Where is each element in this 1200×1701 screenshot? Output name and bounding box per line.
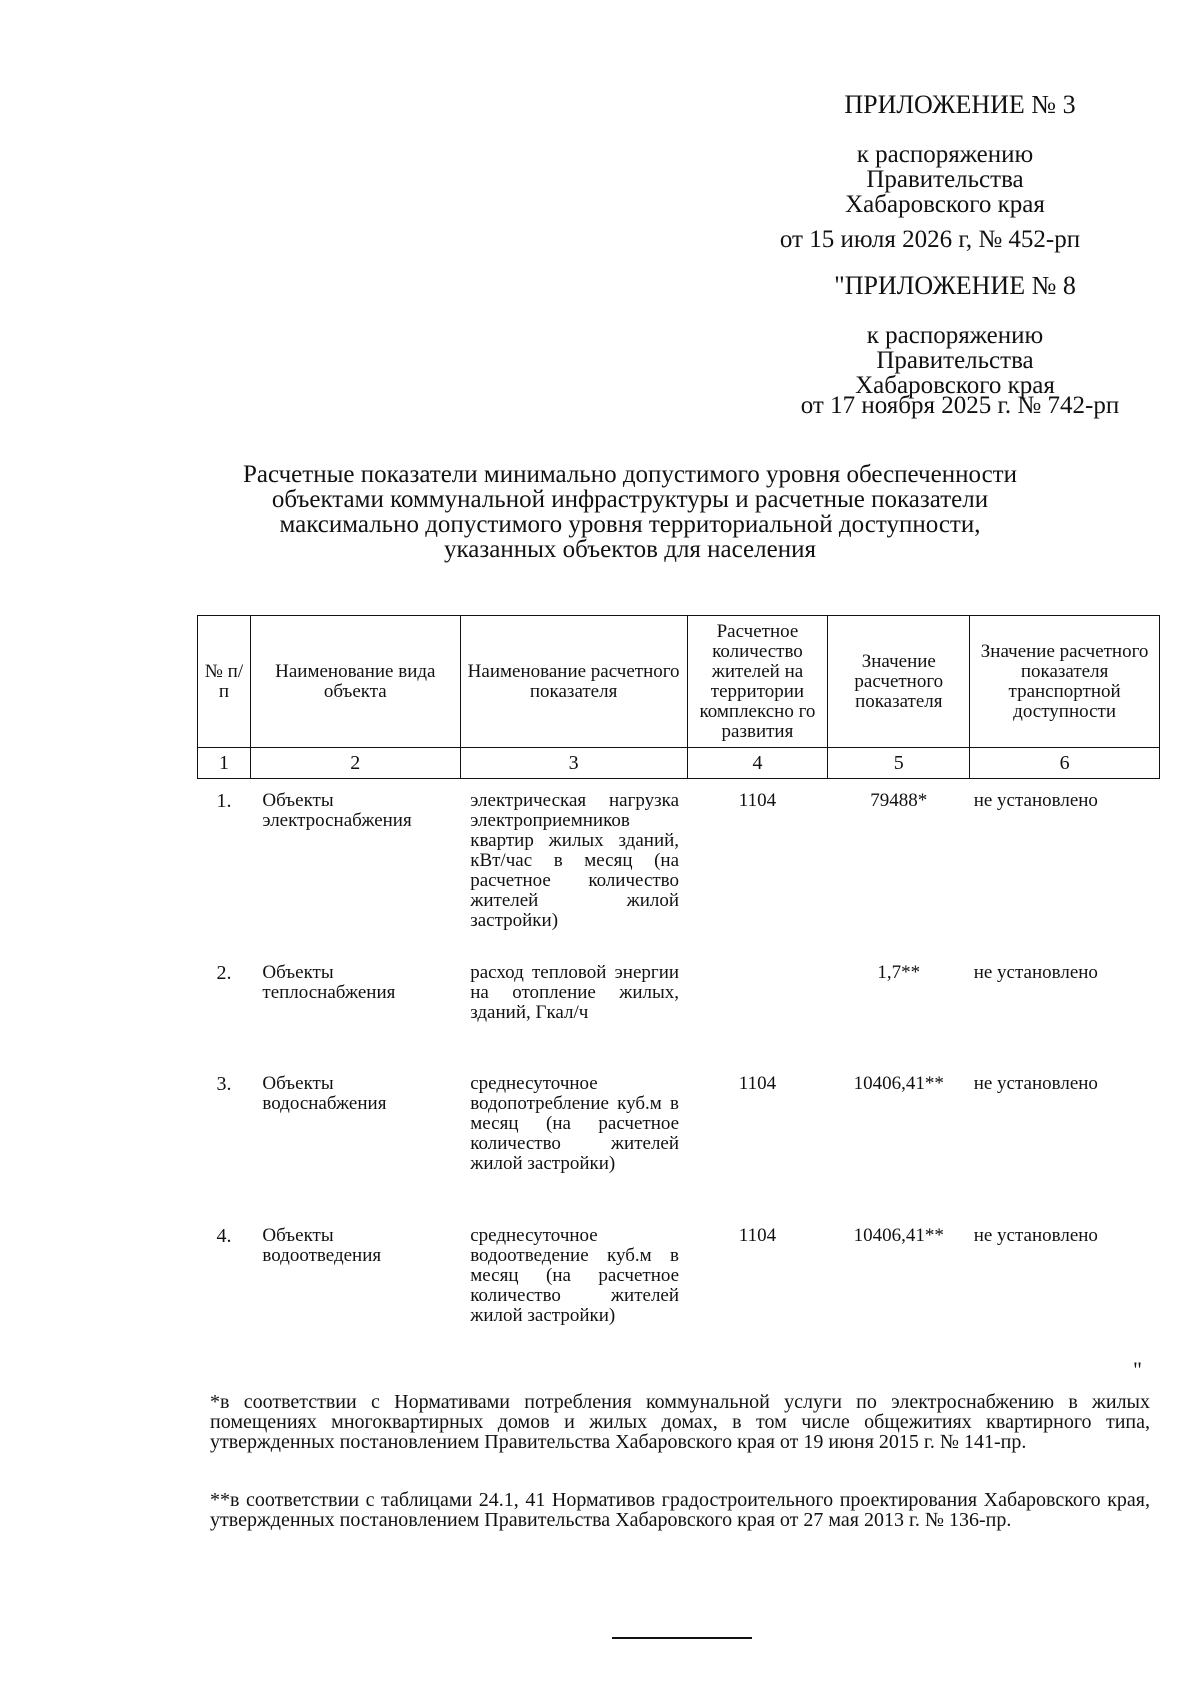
appendix-3-reference [780,142,1110,217]
appendix-3-ref-line: Хабаровского края [845,191,1045,218]
column-number: 1 [198,748,251,779]
appendix-8-ref-line: Хабаровского края [855,372,1055,399]
row-number: 4. [216,1224,232,1247]
header-object-type: Наименование вида объекта [250,616,460,748]
end-divider [612,1637,752,1639]
table-column-numbers-row [198,748,1160,779]
appendix-8-ref-line: Правительства [876,347,1034,374]
table-header-row [198,616,1160,748]
row-residents-count: 1104 [738,790,777,811]
appendix-3-ref-line: к распоряжению [856,141,1034,168]
row-object-type: Объекты водоотведения [262,1224,382,1266]
indicators-table [197,615,1160,1349]
appendix-8-reference [790,323,1120,398]
row-indicator-name: расход тепловой энергии на отопление жилых, зданий, Гкал/ч [470,961,680,1023]
table-row [198,1214,1160,1349]
row-indicator-value: 1,7** [877,961,921,983]
table-row [198,951,1160,1062]
column-number: 6 [970,748,1160,779]
appendix-8-title: "ПРИЛОЖЕНИЕ № 8 [834,271,1076,300]
document-title-line: максимально допустимого уровня территориальной доступности, [279,511,981,538]
appendix-3-title: ПРИЛОЖЕНИЕ № 3 [844,90,1076,119]
appendix-8-date: от 17 ноября 2025 г. № 742-рп [800,392,1120,419]
document-title [200,462,1060,562]
row-indicator-name: среднесуточное водоотведение куб.м в месяц (на расчетное количество жителей жилой застройки) [470,1224,680,1326]
row-number: 1. [216,790,232,812]
document-title-line: объектами коммунальной инфраструктуры и расчетные показатели [271,486,989,513]
row-residents-count: 1104 [738,1072,777,1094]
header-number: № п/п [198,616,251,748]
row-residents-count [687,951,828,1062]
row-transport-value: не установлено [973,1224,1098,1246]
column-number: 4 [687,748,828,779]
footnote-planning-norms: **в соответствии с таблицами 24.1, 41 Нормативов градостроительного проектирования Хабаровского края, утвержденных постановлением Правительства Хабаровского края от 27 мая 2013 г. № 136-пр. [210,1489,1150,1531]
footnote-electricity: *в соответствии с Нормативами потребления коммунальной услуги по электроснабжению в жилых помещениях многоквартирных домов и жилых домах, в том числе общежитиях квартирного типа, утвержденных постановлением Правительства Хабаровского края от 19 июня 2015 г. № 141-пр. [210,1391,1150,1453]
row-object-type: Объекты водоснабжения [262,1072,387,1114]
appendix-8-ref-line: к распоряжению [866,322,1044,349]
header-residents-count: Расчетное количество жителей на территории комплексно го развития [687,616,828,748]
row-object-type: Объекты теплоснабжения [262,961,396,1003]
row-number: 2. [216,961,232,984]
table-row [198,779,1160,951]
row-indicator-value: 10406,41** [853,1072,944,1094]
header-transport-value: Значение расчетного показателя транспортной доступности [970,616,1160,748]
row-transport-value: не установлено [973,961,1098,983]
column-number: 3 [460,748,687,779]
row-indicator-name: электрическая нагрузка электроприемников квартир жилых зданий, кВт/час в месяц (на расчетное количество жителей жилой застройки) [470,790,680,931]
row-object-type: Объекты электроснабжения [262,790,412,831]
appendix-3-date: от 15 июля 2026 г, № 452-рп [779,226,1081,253]
row-indicator-value: 10406,41** [853,1224,944,1246]
header-indicator-name: Наименование расчетного показателя [460,616,687,748]
row-residents-count: 1104 [738,1224,777,1246]
header-indicator-value: Значение расчетного показателя [828,616,970,748]
row-indicator-name: среднесуточное водопотребление куб.м в месяц (на расчетное количество жителей жилой застройки) [470,1072,680,1174]
document-title-line: Расчетные показатели минимально допустимого уровня обеспеченности [243,461,1017,488]
appendix-3-ref-line: Правительства [866,166,1024,193]
row-number: 3. [216,1072,232,1095]
table-row [198,1062,1160,1214]
document-title-line: указанных объектов для населения [444,536,816,563]
closing-quote: " [1133,1357,1142,1382]
row-indicator-value: 79488* [870,790,928,811]
column-number: 5 [828,748,970,779]
column-number: 2 [250,748,460,779]
row-transport-value: не установлено [973,790,1098,811]
row-transport-value: не установлено [973,1072,1098,1094]
